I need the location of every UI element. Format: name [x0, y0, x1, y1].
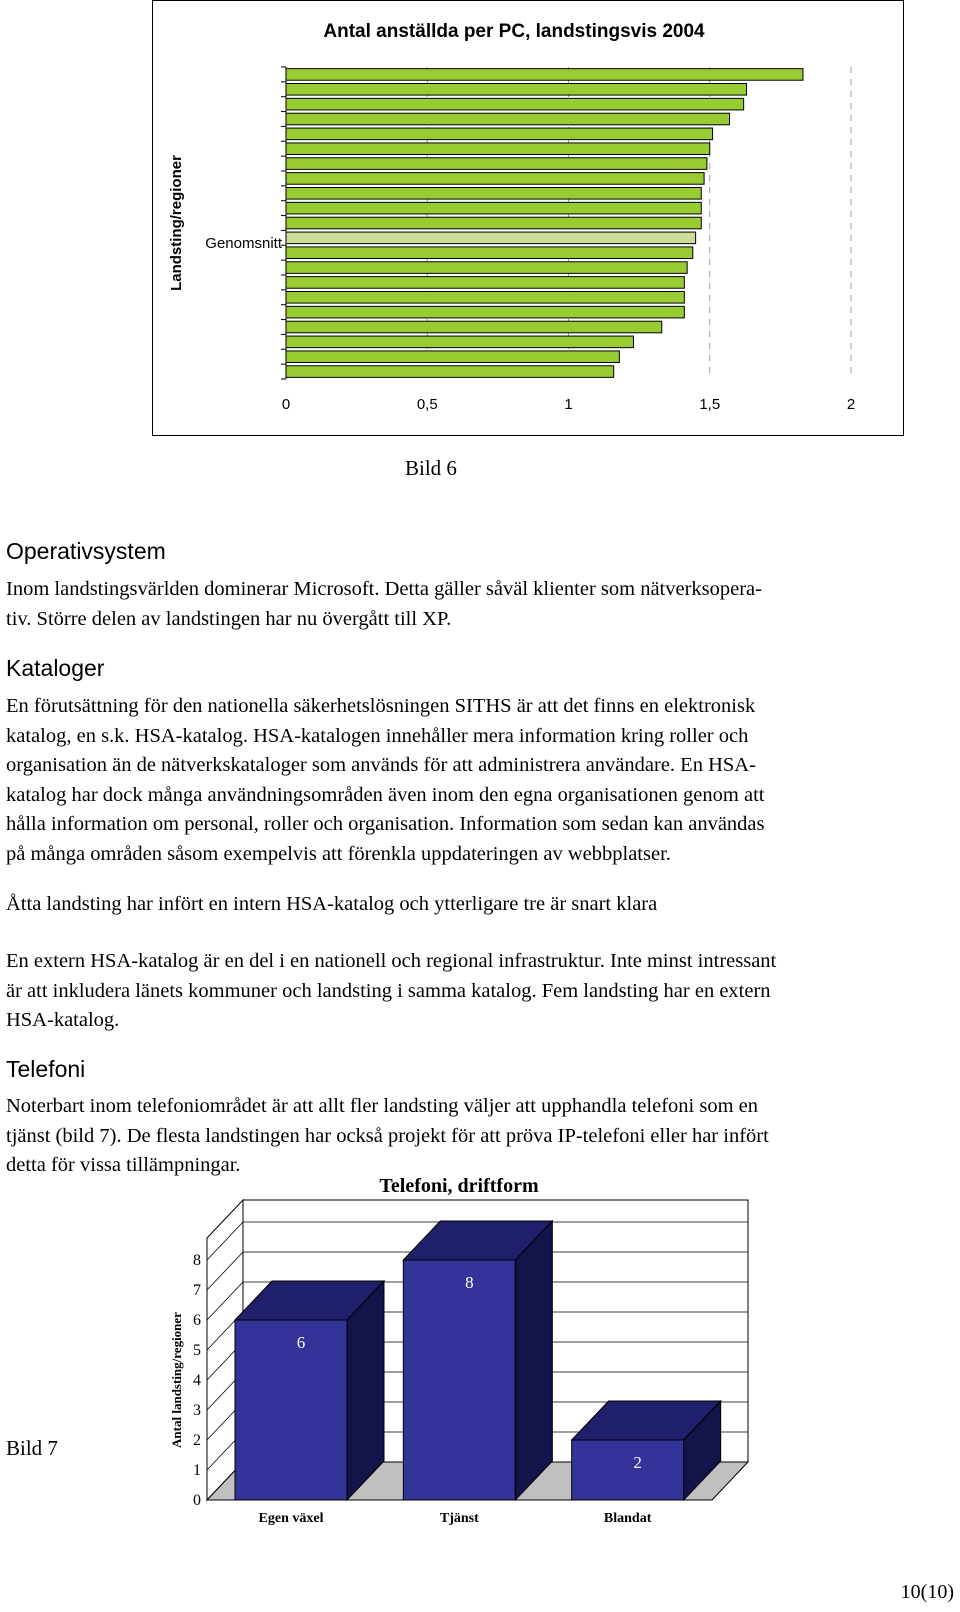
text-line: hålla information om personal, roller och organisation. Information som sedan kan användas — [6, 813, 765, 835]
page-number: 10(10) — [900, 1581, 954, 1603]
chart-title: Telefoni, driftform — [379, 1175, 539, 1197]
x-tick-label: 2 — [846, 396, 856, 413]
bar — [286, 187, 701, 199]
bar — [286, 143, 710, 155]
y-axis-label: Antal landsting/regioner — [169, 1312, 184, 1448]
x-tick-label: 1,5 — [699, 396, 721, 413]
telephony-chart — [0, 1168, 960, 1568]
bar — [286, 128, 713, 140]
chart-title: Antal anställda per PC, landstingsvis 2004 — [323, 21, 705, 42]
average-category-label: Genomsnitt — [205, 235, 282, 252]
data-label: 2 — [633, 1453, 642, 1472]
heading-kataloger: Kataloger — [6, 655, 105, 681]
y-tick-label: 4 — [193, 1372, 201, 1389]
x-category-label: Egen växel — [258, 1511, 324, 1526]
text-line: på många områden såsom exempelvis att förenkla uppdateringen av webbplatser. — [6, 842, 671, 865]
text-line: katalog har dock många användningsområden även inom den egna organisationen genom att — [6, 783, 765, 806]
heading-operativsystem: Operativsystem — [6, 538, 166, 564]
text-line: är att inkludera länets kommuner och landsting i samma katalog. Fem landsting har en extern — [6, 979, 771, 1002]
employees-per-pc-svg — [153, 1, 905, 437]
paragraph-kataloger-1 — [6, 692, 941, 869]
x-tick-label: 1 — [564, 396, 573, 413]
y-tick-label: 8 — [193, 1252, 201, 1269]
bar — [286, 173, 704, 185]
text-line: organisation än de nätverkskataloger som används för att administrera användare. En HSA- — [6, 754, 756, 776]
figure-caption-bild7: Bild 7 — [6, 1436, 58, 1460]
data-label: 6 — [296, 1333, 306, 1352]
paragraph-kataloger-3 — [6, 947, 941, 1036]
y-tick-label: 7 — [193, 1282, 201, 1299]
text-line: Noterbart inom telefoniområdet är att allt fler landsting väljer att upphandla telefoni som en — [6, 1095, 758, 1117]
bar — [286, 351, 619, 363]
paragraph-operativsystem — [6, 575, 941, 634]
bar-front — [235, 1320, 347, 1500]
bar-side — [515, 1221, 552, 1500]
bar — [286, 202, 701, 214]
x-tick-label: 0 — [281, 396, 291, 413]
text-line: katalog, en s.k. HSA-katalog. HSA-katalogen innehåller mera information kring roller och — [6, 724, 749, 747]
bar — [286, 366, 614, 378]
text-line: tiv. Större delen av landstingen har nu övergått till XP. — [6, 607, 452, 630]
bar — [286, 306, 684, 318]
bar — [286, 321, 662, 333]
bar-front — [572, 1440, 684, 1500]
text-line: En förutsättning för den nationella säkerhetslösningen SITHS är att det finns en elektronisk — [6, 695, 756, 717]
bar — [286, 291, 684, 303]
y-axis-label: Landsting/regioner — [168, 155, 185, 291]
bar — [286, 83, 746, 95]
text-line: tjänst (bild 7). De flesta landstingen har också projekt för att pröva IP-telefoni eller har infört — [6, 1124, 769, 1147]
data-label: 8 — [465, 1273, 474, 1292]
bar — [286, 98, 744, 110]
bar — [286, 69, 803, 81]
bar — [286, 113, 730, 125]
bar-front — [403, 1260, 515, 1500]
average-bar — [286, 232, 696, 244]
paragraph-kataloger-2 — [6, 890, 941, 920]
x-category-label: Blandat — [603, 1511, 652, 1526]
bar-side — [347, 1281, 384, 1500]
y-tick-label: 6 — [193, 1312, 201, 1329]
bar — [286, 247, 693, 259]
text-line: Inom landstingsvärlden dominerar Microsoft. Detta gäller såväl klienter som nätverksopera- — [6, 578, 762, 600]
bar — [286, 277, 684, 289]
text-line: HSA-katalog. — [6, 1009, 120, 1031]
heading-telefoni: Telefoni — [6, 1056, 86, 1082]
y-tick-label: 1 — [193, 1462, 201, 1479]
bar — [286, 158, 707, 170]
employees-per-pc-chart — [152, 0, 904, 436]
y-tick-label: 2 — [193, 1432, 201, 1449]
telephony-svg — [0, 1168, 960, 1568]
text-line: En extern HSA-katalog är en del i en nationell och regional infrastruktur. Inte minst intressant — [6, 950, 777, 972]
text-line: detta för vissa tillämpningar. — [6, 1154, 241, 1176]
bar — [286, 262, 687, 274]
bar — [286, 217, 701, 229]
text-line: Åtta landsting har infört en intern HSA-katalog och ytterligare tre är snart klara — [6, 893, 658, 915]
bar — [286, 336, 633, 348]
y-tick-label: 5 — [193, 1342, 201, 1359]
x-category-label: Tjänst — [439, 1511, 479, 1526]
y-tick-label: 0 — [193, 1492, 201, 1509]
y-tick-label: 3 — [193, 1402, 201, 1419]
figure-caption-bild6: Bild 6 — [405, 456, 457, 480]
x-tick-label: 0,5 — [416, 396, 438, 413]
